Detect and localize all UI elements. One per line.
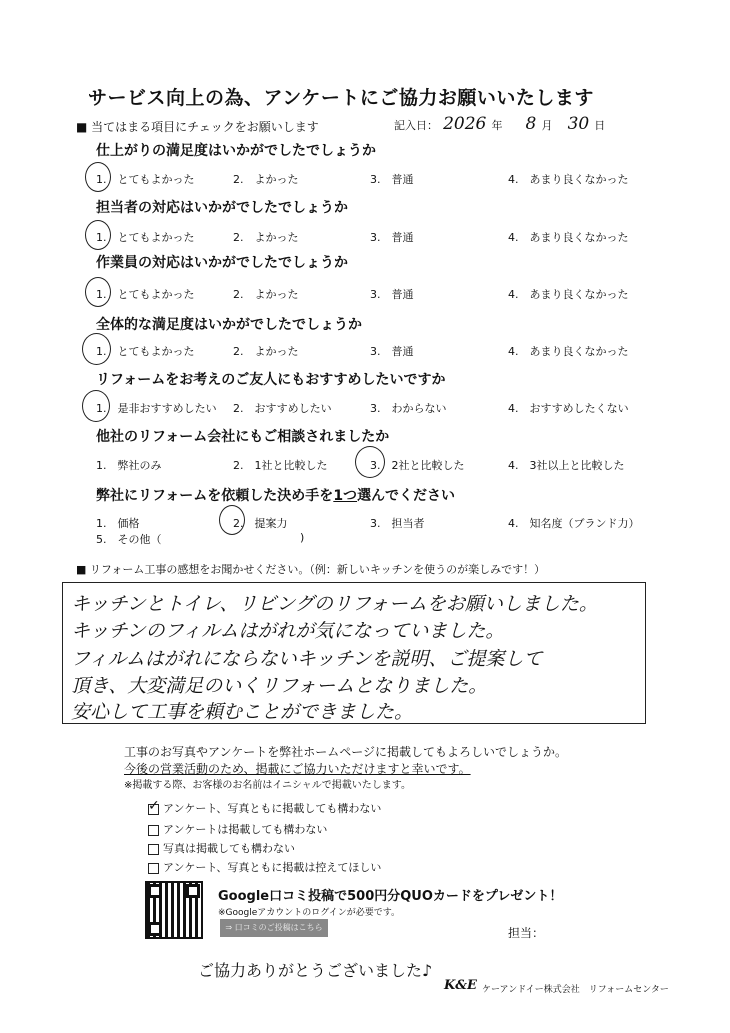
q2-option-4[interactable]: 4. あまり良くなかった <box>508 231 629 244</box>
publish-option-1[interactable] <box>148 797 382 816</box>
impression-prompt: ■ リフォーム工事の感想をお聞かせください。（例：新しいキッチンを使うのが楽しみです！） <box>76 563 546 576</box>
q2-option-1[interactable]: 1. とてもよかった <box>96 231 195 244</box>
date-day-unit: 日 <box>594 119 606 132</box>
q3-option-4[interactable]: 4. あまり良くなかった <box>508 288 629 301</box>
q3-option-2[interactable]: 2. よかった <box>233 288 299 301</box>
q4-option-3[interactable]: 3. 普通 <box>370 345 414 358</box>
q7-option-5-close: ) <box>300 531 305 544</box>
q3-option-1[interactable]: 1. とてもよかった <box>96 288 195 301</box>
checkbox-checked-icon[interactable]: ✓ <box>148 797 160 814</box>
publish-option-3-label: 写真は掲載しても構わない <box>163 842 295 855</box>
q5-option-3[interactable]: 3. わからない <box>370 402 447 415</box>
checkbox-icon[interactable] <box>148 825 159 836</box>
q1-option-4[interactable]: 4. あまり良くなかった <box>508 173 629 186</box>
impression-line-3: フィルムはがれにならないキッチンを説明、ご提案して <box>71 648 543 670</box>
impression-line-2: キッチンのフィルムはがれが気になっていました。 <box>71 620 505 642</box>
qr-corner <box>186 884 200 898</box>
staff-label: 担当： <box>508 926 545 940</box>
publish-option-1-label: アンケート、写真ともに掲載しても構わない <box>163 802 382 815</box>
question-1: 仕上がりの満足度はいかがでしたでしょうか <box>96 143 376 159</box>
q6-option-2[interactable]: 2. 1社と比較した <box>233 459 328 472</box>
review-link-button[interactable]: ⇒ 口コミのご投稿はこちら <box>220 919 328 937</box>
checkbox-icon[interactable] <box>148 863 159 874</box>
question-3: 作業員の対応はいかがでしたでしょうか <box>96 255 348 271</box>
q6-option-4[interactable]: 4. 3社以上と比較した <box>508 459 625 472</box>
q6-option-3[interactable]: 3. 2社と比較した <box>370 459 465 472</box>
question-5: リフォームをお考えのご友人にもおすすめしたいですか <box>96 372 446 388</box>
q4-option-2[interactable]: 2. よかった <box>233 345 299 358</box>
impression-line-4: 頂き、大変満足のいくリフォームとなりました。 <box>71 675 488 697</box>
q7-selection-circle <box>219 505 245 535</box>
q1-option-2[interactable]: 2. よかった <box>233 173 299 186</box>
date-field[interactable] <box>394 114 605 134</box>
question-7-text-pre: 弊社にリフォームを依頼した決め手を <box>96 488 334 504</box>
publish-option-2[interactable] <box>148 821 327 837</box>
publish-option-4[interactable] <box>148 859 381 875</box>
impression-line-1: キッチンとトイレ、リビングのリフォームをお願いしました。 <box>71 593 598 615</box>
q4-option-4[interactable]: 4. あまり良くなかった <box>508 345 629 358</box>
date-year-unit: 年 <box>491 119 503 132</box>
company-name: ケーアンドイー株式会社 リフォームセンター <box>482 985 669 995</box>
question-4: 全体的な満足度はいかがでしたでしょうか <box>96 317 362 333</box>
publish-question: 工事のお写真やアンケートを弊社ホームページに掲載してもよろしいでしょうか。 <box>124 745 568 759</box>
date-year: 2026 <box>443 114 487 134</box>
publish-option-4-label: アンケート、写真ともに掲載は控えてほしい <box>163 861 382 874</box>
date-day: 30 <box>567 114 590 134</box>
publish-option-3[interactable] <box>148 840 295 856</box>
question-2: 担当者の対応はいかがでしたでしょうか <box>96 200 348 216</box>
publish-note: ※掲載する際、お客様のお名前はイニシャルで掲載いたします。 <box>124 780 411 791</box>
qr-code-icon[interactable] <box>145 881 203 939</box>
q4-selection-circle <box>82 333 111 365</box>
q5-option-4[interactable]: 4. おすすめしたくない <box>508 402 629 415</box>
date-label: 記入日： <box>394 119 438 132</box>
q2-option-3[interactable]: 3. 普通 <box>370 231 414 244</box>
question-6: 他社のリフォーム会社にもご相談されましたか <box>96 429 390 445</box>
q2-option-2[interactable]: 2. よかった <box>233 231 299 244</box>
q4-option-1[interactable]: 1. とてもよかった <box>96 345 195 358</box>
page-title: サービス向上の為、アンケートにご協力お願いいたします <box>88 87 594 109</box>
q7-option-5[interactable]: 5. その他（ <box>96 533 162 546</box>
q1-selection-circle <box>85 162 111 192</box>
q3-option-3[interactable]: 3. 普通 <box>370 288 414 301</box>
publish-question-2: 今後の営業活動のため、掲載にご協力いただけますと幸いです。 <box>124 762 471 776</box>
qr-corner <box>148 884 162 898</box>
q7-option-2[interactable]: 2. 提案力 <box>233 517 288 530</box>
question-7 <box>96 485 455 505</box>
question-7-text-underline: 1つ <box>333 488 358 504</box>
q5-option-2[interactable]: 2. おすすめしたい <box>233 402 332 415</box>
q5-option-1[interactable]: 1. 是非おすすめしたい <box>96 402 217 415</box>
date-month: 8 <box>525 114 537 134</box>
checkbox-icon[interactable] <box>148 844 159 855</box>
q2-selection-circle <box>85 220 111 250</box>
q7-option-3[interactable]: 3. 担当者 <box>370 517 425 530</box>
q5-selection-circle <box>82 390 110 422</box>
q3-selection-circle <box>85 277 111 307</box>
google-note: ※Googleアカウントのログインが必要です。 <box>218 908 401 918</box>
publish-option-2-label: アンケートは掲載しても構わない <box>163 823 328 836</box>
q7-option-4[interactable]: 4. 知名度（ブランド力） <box>508 517 640 530</box>
thanks-message: ご協力ありがとうございました♪ <box>198 961 433 980</box>
qr-corner <box>148 922 162 936</box>
q6-selection-circle <box>355 446 385 478</box>
google-promo: Google口コミ投稿で500円分QUOカードをプレゼント！ <box>218 889 563 904</box>
q7-option-1[interactable]: 1. 価格 <box>96 517 140 530</box>
question-7-text-post: 選んでください <box>357 488 456 504</box>
q1-option-3[interactable]: 3. 普通 <box>370 173 414 186</box>
impression-answer-box[interactable] <box>62 582 646 724</box>
q1-option-1[interactable]: 1. とてもよかった <box>96 173 195 186</box>
instruction-text: ■ 当てはまる項目にチェックをお願いします <box>76 120 319 134</box>
impression-line-5: 安心して工事を頼むことができました。 <box>71 701 414 723</box>
q6-option-1[interactable]: 1. 弊社のみ <box>96 459 162 472</box>
date-month-unit: 月 <box>541 119 553 132</box>
company-logo: K&E <box>444 978 477 993</box>
